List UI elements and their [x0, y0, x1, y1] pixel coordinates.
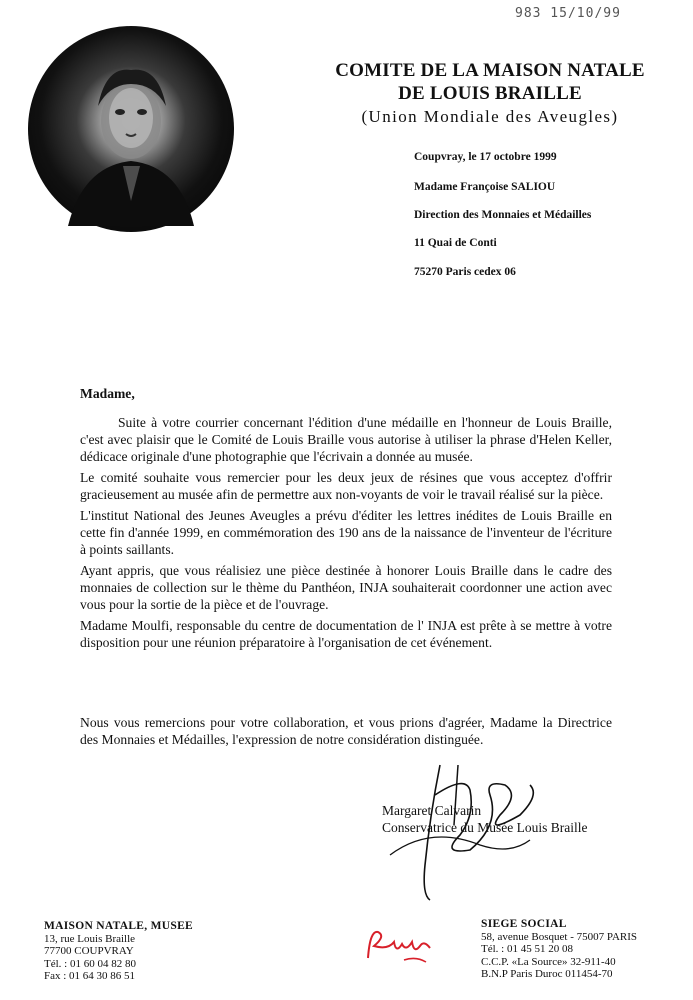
footer-right-line: Tél. : 01 45 51 20 08: [481, 943, 573, 955]
date-line: Coupvray, le 17 octobre 1999: [414, 151, 557, 163]
footer-left-line: Fax : 01 64 30 86 51: [44, 970, 136, 982]
recipient-street: 11 Quai de Conti: [414, 237, 497, 249]
footer-right-heading: SIEGE SOCIAL: [481, 918, 567, 930]
signatory-name: Margaret Calvarin: [382, 803, 482, 818]
letterhead-title-line1: COMITE DE LA MAISON NATALE: [335, 60, 645, 81]
closing-paragraph: Nous vous remercions pour votre collaboration, et vous prions d'agréer, Madame la Directrice des Monnaies et Médailles, l'expression de notre considération distinguée.: [80, 715, 612, 747]
footer-left-heading: MAISON NATALE, MUSEE: [44, 920, 194, 932]
paragraph: Madame Moulfi, responsable du centre de documentation de l' INJA est prête à se mettre à votre disposition pour une réunion préparatoire à l'organisation de cet événement.: [80, 618, 612, 650]
salutation: Madame,: [80, 386, 135, 401]
footer-right-line: 58, avenue Bosquet - 75007 PARIS: [481, 930, 638, 943]
letterhead-title-line2: DE LOUIS BRAILLE: [398, 83, 582, 104]
recipient-city: 75270 Paris cedex 06: [414, 266, 516, 278]
footer-head-office: [481, 918, 637, 981]
paragraph: Suite à votre courrier concernant l'édition d'une médaille en l'honneur de Louis Braille, c'est avec plaisir que le Comité de Louis Braille vous autorise à utiliser la phrase d'Helen Keller, dédicace originale d'une photographie que l'écrivain a donnée au musée.: [80, 415, 612, 464]
footer-left-line: 13, rue Louis Braille: [44, 932, 136, 945]
footer-right-line: C.C.P. «La Source» 32-911-40: [481, 955, 616, 968]
footer-museum-address: [44, 920, 193, 983]
recipient-department: Direction des Monnaies et Médailles: [414, 209, 592, 221]
recipient-name: Madame Françoise SALIOU: [414, 181, 556, 193]
footer-right-line: B.N.P Paris Duroc 011454-70: [481, 968, 613, 980]
red-handwritten-annotation: [360, 920, 440, 970]
letterhead-subtitle: (Union Mondiale des Aveugles): [361, 107, 619, 126]
braille-portrait-medallion: [28, 26, 234, 232]
footer-left-line: 77700 COUPVRAY: [44, 945, 134, 957]
paragraph: L'institut National des Jeunes Aveugles a prévu d'éditer les lettres inédites de Louis Braille en cette fin d'année 1999, en commémoration des 190 ans de la naissance de l'inventeur de l'écriture à points saillants.: [80, 508, 612, 557]
paragraph: Le comité souhaite vous remercier pour les deux jeux de résines que vous acceptez d'offrir gracieusement au musée afin de permettre aux non-voyants de voir le travail réalisé sur la pièce.: [80, 470, 612, 502]
handwritten-reference: 983 15/10/99: [515, 6, 621, 21]
signatory-title: Conservatrice du Musée Louis Braille: [382, 820, 588, 835]
paragraph: Ayant appris, que vous réalisiez une pièce destinée à honorer Louis Braille dans le cadre des monnaies de collection sur le thème du Panthéon, INJA souhaiterait coordonner une action avec vous pour la sortie de la pièce et de l'ouvrage.: [80, 563, 612, 612]
footer-left-line: Tél. : 01 60 04 82 80: [44, 957, 136, 970]
letter-body: [80, 414, 612, 655]
